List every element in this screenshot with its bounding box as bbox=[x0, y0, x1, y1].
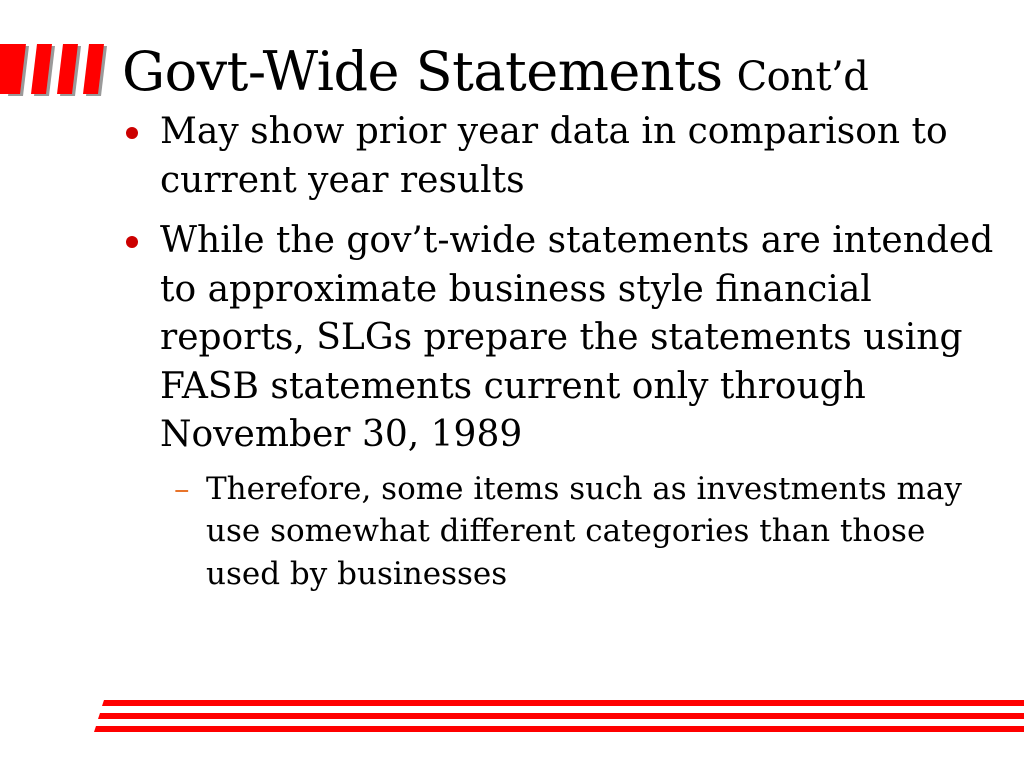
footer-stripes bbox=[0, 696, 1024, 742]
slide-title bbox=[122, 36, 868, 113]
bullet-item bbox=[120, 108, 1000, 205]
title-suffix: Cont’d bbox=[736, 54, 869, 100]
sub-bullet-list bbox=[160, 468, 1000, 596]
logo-bars-icon bbox=[0, 44, 110, 98]
title-main: Govt-Wide Statements bbox=[122, 40, 723, 103]
bullet-text: While the gov’t-wide statements are intended to approximate business style financial reports, SLGs prepare the statements using FASB statements current only through November 30, 1989 bbox=[160, 220, 994, 455]
sub-bullet-text: Therefore, some items such as investments may use somewhat different categories than those used by businesses bbox=[206, 470, 962, 592]
footer-stripe bbox=[98, 713, 1024, 719]
dash-bullet-icon: – bbox=[174, 470, 190, 507]
bullet-dot-icon bbox=[126, 236, 138, 248]
footer-stripe bbox=[94, 726, 1024, 732]
bullet-list bbox=[120, 108, 1000, 607]
bullet-dot-icon bbox=[126, 127, 138, 139]
sub-bullet-item bbox=[160, 468, 1000, 596]
bullet-item bbox=[120, 217, 1000, 595]
footer-stripe bbox=[102, 700, 1024, 706]
bullet-text: May show prior year data in comparison to current year results bbox=[160, 111, 948, 201]
